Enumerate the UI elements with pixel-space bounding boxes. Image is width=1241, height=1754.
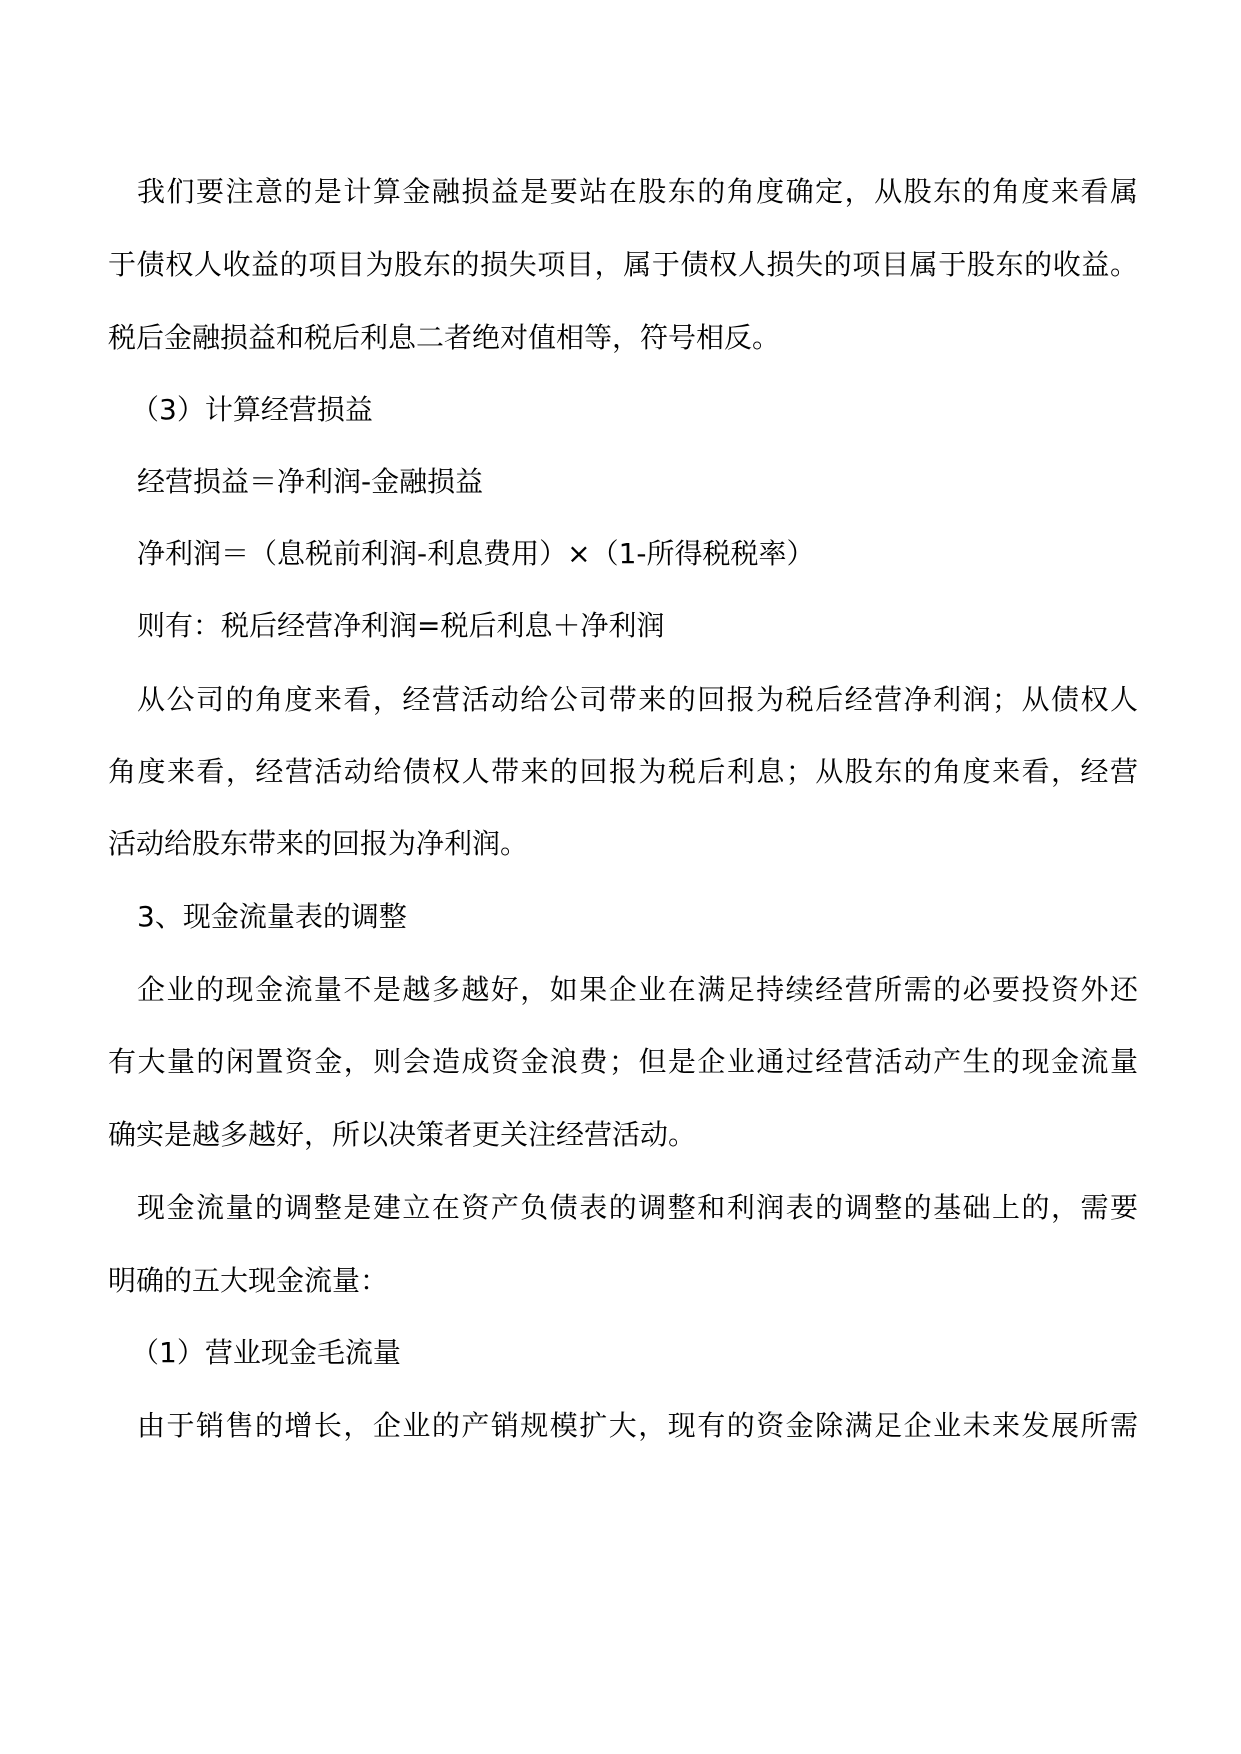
- paragraph-line: 活动给股东带来的回报为净利润。: [108, 827, 529, 860]
- formula-line: 经营损益＝净利润-金融损益: [137, 465, 484, 498]
- paragraph-line: 确实是越多越好，所以决策者更关注经营活动。: [108, 1118, 697, 1151]
- paragraph-line: 明确的五大现金流量：: [108, 1264, 389, 1297]
- paragraph-line: 现金流量的调整是建立在资产负债表的调整和利润表的调整的基础上的，需要: [137, 1191, 1138, 1224]
- formula-line: 净利润＝（息税前利润-利息费用）×（1-所得税税率）: [137, 537, 815, 570]
- paragraph-line: 从公司的角度来看，经营活动给公司带来的回报为税后经营净利润；从债权人: [137, 683, 1138, 716]
- formula-line: 则有：税后经营净利润=税后利息＋净利润: [137, 609, 665, 642]
- paragraph-line: 于债权人收益的项目为股东的损失项目，属于债权人损失的项目属于股东的收益。: [108, 248, 1138, 281]
- section-heading: 3、现金流量表的调整: [137, 900, 407, 933]
- section-heading: （3）计算经营损益: [131, 393, 373, 426]
- paragraph-line: 我们要注意的是计算金融损益是要站在股东的角度确定，从股东的角度来看属: [137, 175, 1138, 208]
- paragraph-line: 角度来看，经营活动给债权人带来的回报为税后利息；从股东的角度来看，经营: [108, 755, 1138, 788]
- paragraph-line: 由于销售的增长，企业的产销规模扩大，现有的资金除满足企业未来发展所需: [137, 1409, 1138, 1442]
- paragraph-line: 税后金融损益和税后利息二者绝对值相等，符号相反。: [108, 321, 781, 354]
- paragraph-line: 企业的现金流量不是越多越好，如果企业在满足持续经营所需的必要投资外还: [137, 973, 1138, 1006]
- paragraph-line: 有大量的闲置资金，则会造成资金浪费；但是企业通过经营活动产生的现金流量: [108, 1045, 1138, 1078]
- section-heading: （1）营业现金毛流量: [131, 1336, 401, 1369]
